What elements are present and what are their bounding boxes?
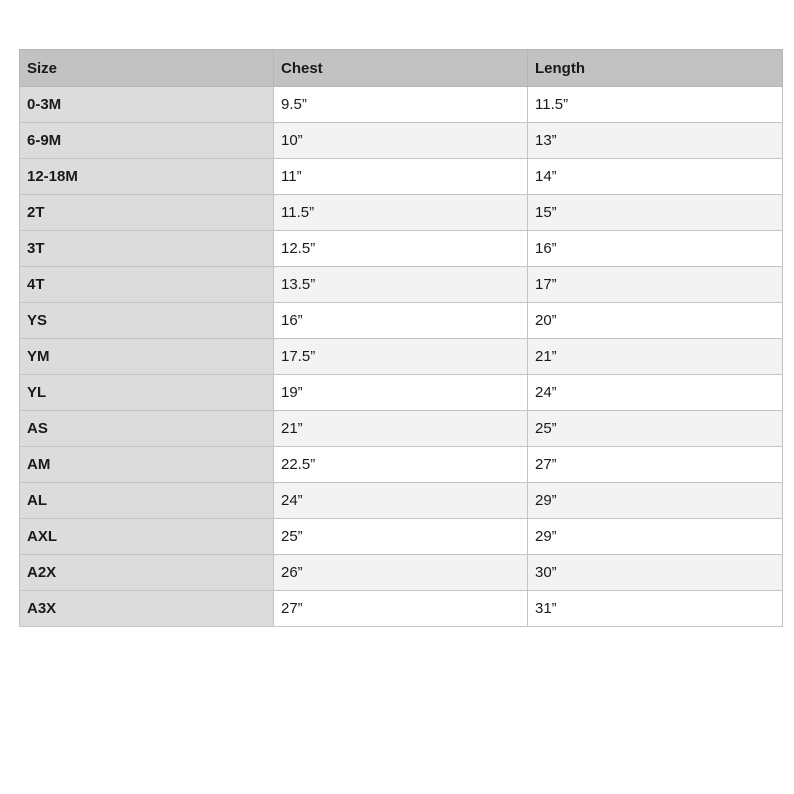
size-chart-table <box>19 49 783 627</box>
length-cell: 31” <box>528 591 783 627</box>
length-cell: 30” <box>528 555 783 591</box>
chest-cell: 12.5” <box>274 231 528 267</box>
length-cell: 17” <box>528 267 783 303</box>
chest-cell: 24” <box>274 483 528 519</box>
chest-cell: 16” <box>274 303 528 339</box>
length-cell: 24” <box>528 375 783 411</box>
size-cell: AS <box>20 411 274 447</box>
size-cell: A2X <box>20 555 274 591</box>
size-cell: A3X <box>20 591 274 627</box>
chest-cell: 26” <box>274 555 528 591</box>
chest-cell: 21” <box>274 411 528 447</box>
table-row <box>20 231 783 267</box>
table-row <box>20 519 783 555</box>
length-cell: 14” <box>528 159 783 195</box>
table-row <box>20 411 783 447</box>
table-body <box>20 87 783 627</box>
chest-cell: 19” <box>274 375 528 411</box>
length-cell: 13” <box>528 123 783 159</box>
size-cell: 3T <box>20 231 274 267</box>
chest-cell: 17.5” <box>274 339 528 375</box>
size-cell: 4T <box>20 267 274 303</box>
table-row <box>20 483 783 519</box>
table-row <box>20 339 783 375</box>
table-row <box>20 303 783 339</box>
size-cell: AL <box>20 483 274 519</box>
chest-cell: 27” <box>274 591 528 627</box>
size-cell: YM <box>20 339 274 375</box>
size-cell: 6-9M <box>20 123 274 159</box>
size-cell: AM <box>20 447 274 483</box>
table-row <box>20 87 783 123</box>
length-cell: 15” <box>528 195 783 231</box>
column-header-size: Size <box>20 50 274 87</box>
table-row <box>20 159 783 195</box>
size-cell: YL <box>20 375 274 411</box>
length-cell: 29” <box>528 483 783 519</box>
size-cell: AXL <box>20 519 274 555</box>
table-header-row <box>20 50 783 87</box>
length-cell: 11.5” <box>528 87 783 123</box>
length-cell: 25” <box>528 411 783 447</box>
table-row <box>20 375 783 411</box>
size-cell: 0-3M <box>20 87 274 123</box>
chest-cell: 11.5” <box>274 195 528 231</box>
length-cell: 16” <box>528 231 783 267</box>
chest-cell: 22.5” <box>274 447 528 483</box>
table-row <box>20 123 783 159</box>
length-cell: 21” <box>528 339 783 375</box>
table-row <box>20 267 783 303</box>
chest-cell: 10” <box>274 123 528 159</box>
table-row <box>20 195 783 231</box>
chest-cell: 13.5” <box>274 267 528 303</box>
length-cell: 27” <box>528 447 783 483</box>
length-cell: 20” <box>528 303 783 339</box>
chest-cell: 9.5” <box>274 87 528 123</box>
size-cell: YS <box>20 303 274 339</box>
table-row <box>20 555 783 591</box>
column-header-chest: Chest <box>274 50 528 87</box>
table-row <box>20 591 783 627</box>
chest-cell: 11” <box>274 159 528 195</box>
length-cell: 29” <box>528 519 783 555</box>
size-cell: 12-18M <box>20 159 274 195</box>
chest-cell: 25” <box>274 519 528 555</box>
table-row <box>20 447 783 483</box>
size-cell: 2T <box>20 195 274 231</box>
column-header-length: Length <box>528 50 783 87</box>
